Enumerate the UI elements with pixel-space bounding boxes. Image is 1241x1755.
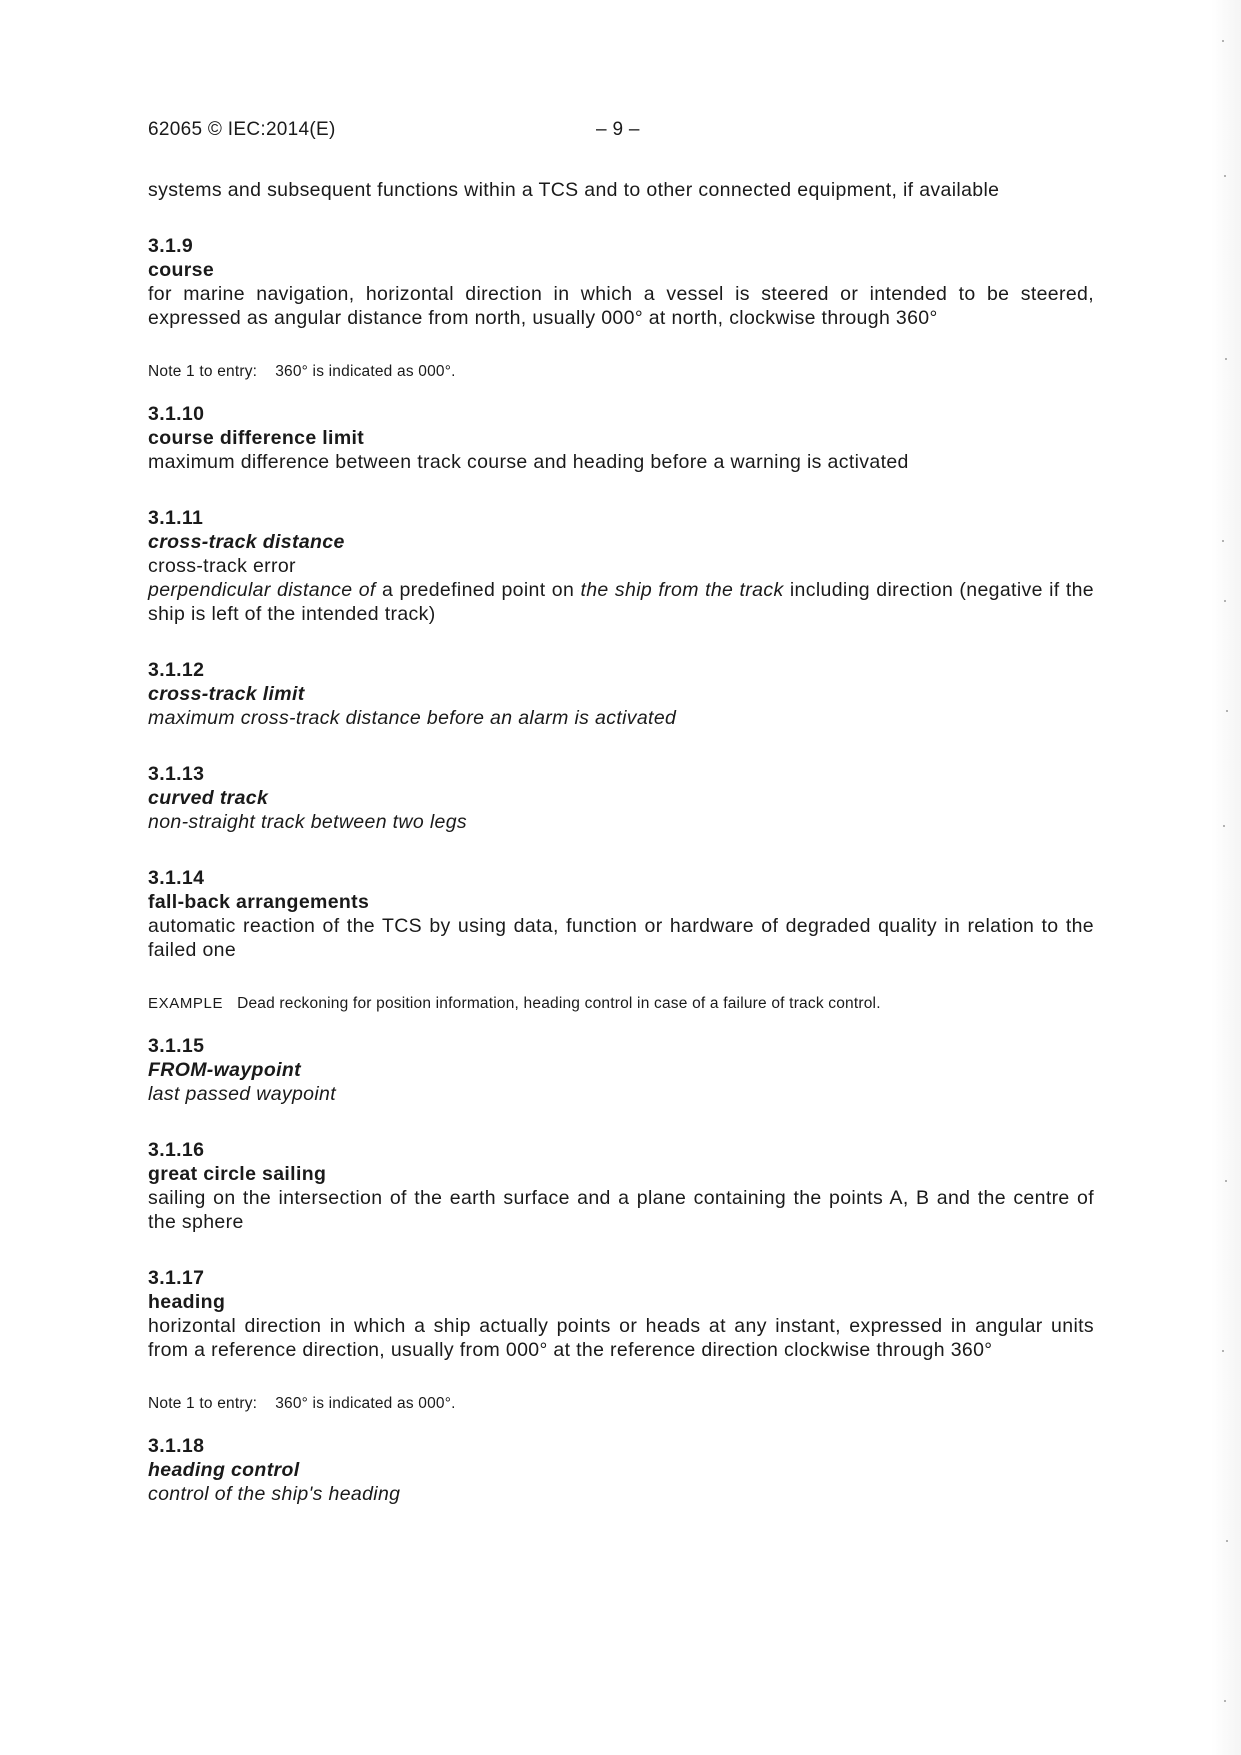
page-header xyxy=(148,119,1098,143)
entry-3-1-11 xyxy=(148,506,1094,626)
entry-3-1-14 xyxy=(148,866,1094,962)
page-number: – 9 – xyxy=(596,119,640,140)
entry-number: 3.1.16 xyxy=(148,1139,205,1161)
document-code: 62065 © IEC:2014(E) xyxy=(148,119,336,140)
entry-definition: control of the ship's heading xyxy=(148,1483,401,1505)
entry-synonym: cross-track error xyxy=(148,555,296,577)
entry-definition: perpendicular distance of a predefined point on the ship from the track including direction (negative if the ship is left of the intended track) xyxy=(148,579,1095,625)
scan-speck xyxy=(1226,1540,1228,1542)
entry-term: heading xyxy=(148,1291,226,1313)
entry-term: fall-back arrangements xyxy=(148,891,370,913)
entry-term: heading control xyxy=(148,1459,300,1481)
scan-speck xyxy=(1226,710,1228,712)
entry-number: 3.1.12 xyxy=(148,659,205,681)
entry-number: 3.1.10 xyxy=(148,403,205,425)
scan-speck xyxy=(1224,175,1226,177)
entry-3-1-9 xyxy=(148,234,1094,330)
entry-number: 3.1.11 xyxy=(148,507,204,529)
note-label: Note 1 to entry: xyxy=(148,1395,258,1412)
entry-term: FROM-waypoint xyxy=(148,1059,301,1081)
entry-definition: automatic reaction of the TCS by using data, function or hardware of degraded quality in relation to the failed one xyxy=(148,915,1094,961)
note-label: Note 1 to entry: xyxy=(148,363,258,380)
document-body xyxy=(148,178,1094,1506)
scan-speck xyxy=(1222,540,1224,542)
entry-3-1-10 xyxy=(148,402,1094,474)
example-label: EXAMPLE xyxy=(148,995,224,1012)
entry-3-1-17 xyxy=(148,1266,1094,1362)
entry-definition: for marine navigation, horizontal direction in which a vessel is steered or intended to be steered, expressed as angular distance from north, usually 000° at north, clockwise through 360° xyxy=(148,283,1094,329)
entry-term: curved track xyxy=(148,787,269,809)
entry-definition: horizontal direction in which a ship actually points or heads at any instant, expressed in angular units from a reference direction, usually from 000° at the reference direction clockwise through 360° xyxy=(148,1315,1094,1361)
entry-example xyxy=(148,994,1094,1014)
entry-3-1-12 xyxy=(148,658,1094,730)
entry-3-1-16 xyxy=(148,1138,1094,1234)
example-text: Dead reckoning for position information, heading control in case of a failure of track control. xyxy=(237,995,881,1012)
scan-speck xyxy=(1222,1350,1224,1352)
entry-term: course xyxy=(148,259,215,281)
entry-definition: sailing on the intersection of the earth surface and a plane containing the points A, B and the centre of the sphere xyxy=(148,1187,1094,1233)
entry-term: cross-track limit xyxy=(148,683,305,705)
entry-number: 3.1.17 xyxy=(148,1267,205,1289)
scan-speck xyxy=(1224,600,1226,602)
entry-note xyxy=(148,362,1094,382)
scan-speck xyxy=(1223,825,1225,827)
entry-note xyxy=(148,1394,1094,1414)
note-text: 360° is indicated as 000°. xyxy=(275,363,456,380)
scan-speck xyxy=(1222,40,1224,42)
entry-3-1-15 xyxy=(148,1034,1094,1106)
entry-term: cross-track distance xyxy=(148,531,345,553)
entry-definition: non-straight track between two legs xyxy=(148,811,467,833)
entry-term: great circle sailing xyxy=(148,1163,327,1185)
continuation-text: systems and subsequent functions within a TCS and to other connected equipment, if available xyxy=(148,179,1000,201)
note-text: 360° is indicated as 000°. xyxy=(275,1395,456,1412)
scan-speck xyxy=(1224,1700,1226,1702)
entry-definition: last passed waypoint xyxy=(148,1083,337,1105)
entry-3-1-18 xyxy=(148,1434,1094,1506)
entry-definition: maximum cross-track distance before an alarm is activated xyxy=(148,707,677,729)
scan-speck xyxy=(1225,358,1227,360)
entry-definition: maximum difference between track course and heading before a warning is activated xyxy=(148,451,909,473)
entry-3-1-13 xyxy=(148,762,1094,834)
entry-number: 3.1.13 xyxy=(148,763,205,785)
entry-term: course difference limit xyxy=(148,427,365,449)
scan-edge-shadow xyxy=(1211,0,1241,1755)
entry-number: 3.1.9 xyxy=(148,235,194,257)
entry-number: 3.1.14 xyxy=(148,867,205,889)
scan-speck xyxy=(1225,1180,1227,1182)
entry-number: 3.1.18 xyxy=(148,1435,205,1457)
entry-number: 3.1.15 xyxy=(148,1035,205,1057)
